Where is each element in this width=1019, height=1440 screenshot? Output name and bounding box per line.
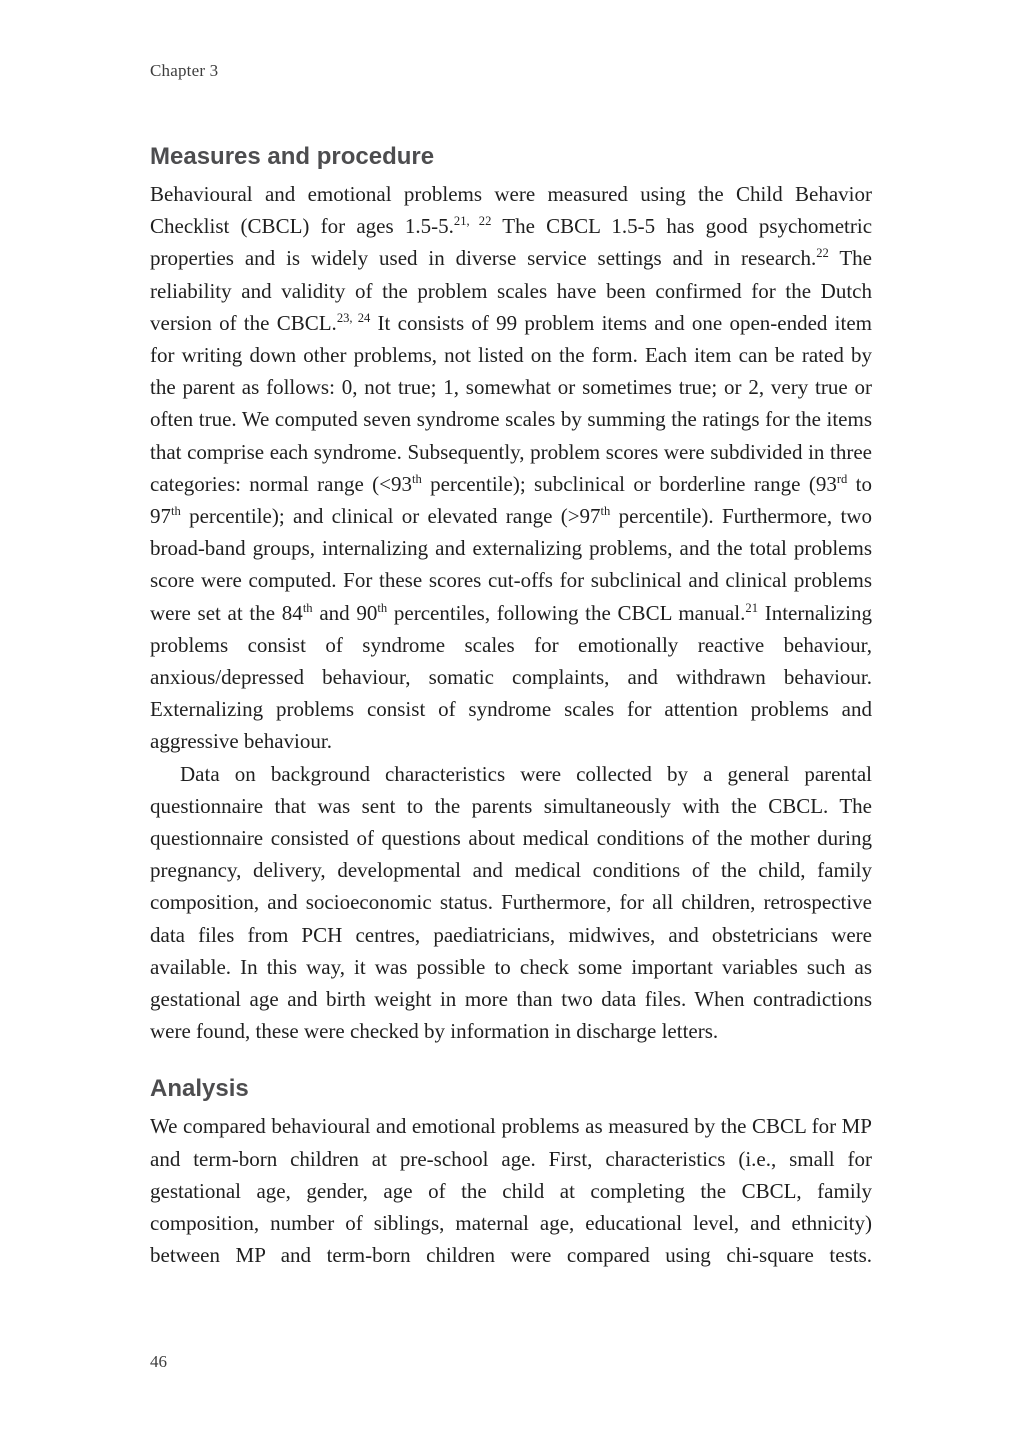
content — [150, 142, 872, 1272]
reference-superscript: 21, 22 — [453, 214, 492, 229]
reference-superscript: 22 — [816, 246, 829, 261]
running-header: Chapter 3 — [150, 61, 219, 80]
section — [150, 1074, 872, 1271]
reference-superscript: th — [171, 504, 181, 519]
reference-superscript: rd — [836, 471, 848, 486]
body-paragraph: We compared behavioural and emotional problems as measured by the CBCL for MP and term-born children at pre-school age. First, characteristics (i.e., small for gestational age, gender, age of the child at completing the CBCL, family composition, number of siblings, maternal age, educational level, and ethnicity) between MP and term-born children were compared using chi-square tests. — [150, 1114, 872, 1268]
reference-superscript: th — [302, 600, 313, 615]
section — [150, 142, 872, 1047]
body-paragraph: Behavioural and emotional problems were measured using the Child Behavior Checklist (CBCL) for ages 1.5-5.$^{21, 22}$ The CBCL 1.5-5 has good psychometric properties and is widely used in diverse service settings and in research.$^{22}$ The reliability and validity of the problem scales have been confirmed for the Dutch version of the CBCL.$^{23, 24}$ It consists of 99 problem items and one open-ended item for writing down other problems, not listed on the form. Each item can be rated by the parent as follows: 0, not true; 1, somewhat or sometimes true; or 2, very true or often true. We computed seven syndrome scales by summing the ratings for the items that comprise each syndrome. Subsequently, problem scores were subdivided in three categories: normal range (<93th percentile); subclinical or borderline range (93rd to 97th percentile); and clinical or elevated range (>97th percentile). Furthermore, two broad-band groups, internalizing and externalizing problems, and the total problems score were computed. For these scores cut-offs for subclinical and clinical problems were set at the 84th and 90th percentiles, following the CBCL manual.$^{21}$ Internalizing problems consist of syndrome scales for emotionally reactive behaviour, anxious/depressed behaviour, somatic complaints, and withdrawn behaviour. Externalizing problems consist of syndrome scales for attention problems and aggressive behaviour. — [150, 182, 873, 754]
body-paragraph: Data on background characteristics were collected by a general parental questionnaire that was sent to the parents simultaneously with the CBCL. The questionnaire consisted of questions about medical conditions of the mother during pregnancy, delivery, developmental and medical conditions of the child, family composition, and socioeconomic status. Furthermore, for all children, retrospective data files from PCH centres, paediatricians, midwives, and obstetricians were available. In this way, it was possible to check some important variables such as gestational age and birth weight in more than two data files. When contradictions were found, these were checked by information in discharge letters. — [150, 761, 872, 1044]
reference-superscript: 21 — [745, 600, 758, 615]
section-heading: Analysis — [150, 1075, 249, 1103]
reference-superscript: th — [377, 600, 388, 615]
section-heading: Measures and procedure — [150, 143, 435, 170]
reference-superscript: th — [411, 471, 422, 486]
reference-superscript: 23, 24 — [336, 310, 371, 325]
page-number: 46 — [150, 1352, 167, 1371]
reference-superscript: th — [600, 504, 611, 519]
